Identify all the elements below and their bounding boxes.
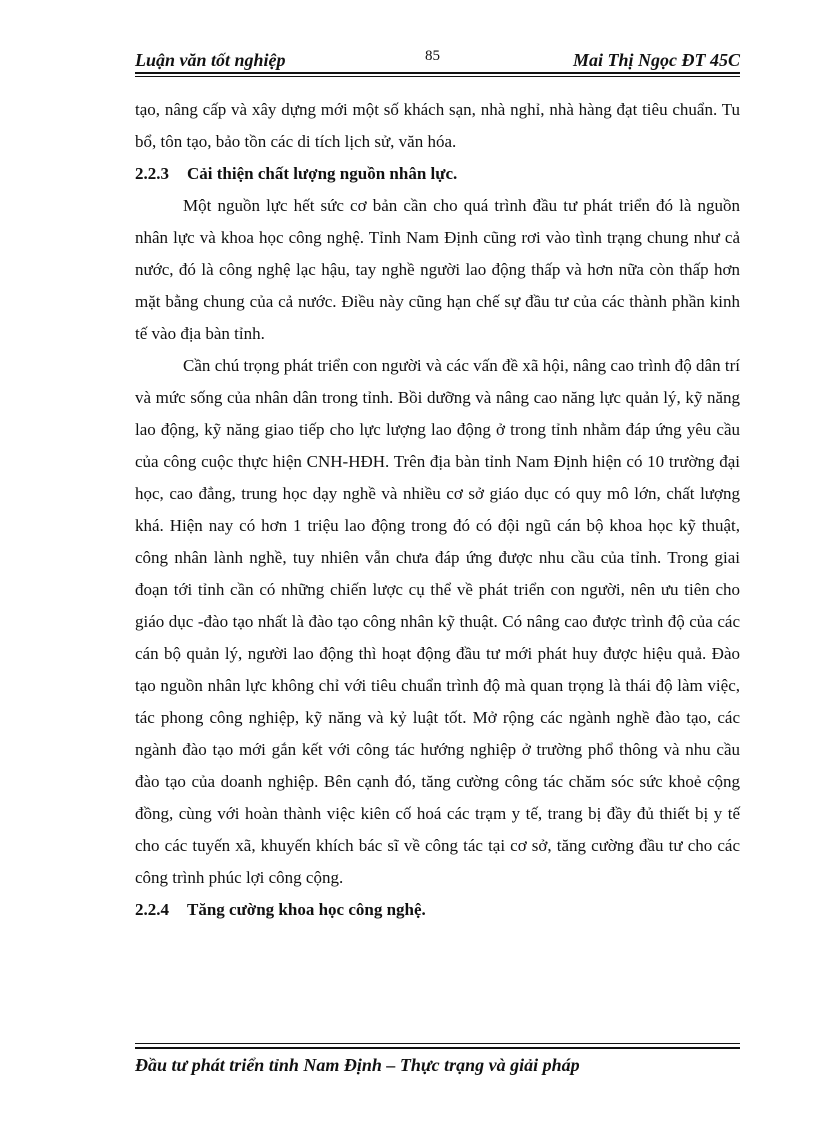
section-number: 2.2.4 bbox=[135, 900, 169, 919]
section-number: 2.2.3 bbox=[135, 164, 169, 183]
footer-rule-thick bbox=[135, 1047, 740, 1049]
section-title: Tăng cường khoa học công nghệ. bbox=[187, 900, 426, 919]
page-footer: Đầu tư phát triển tỉnh Nam Định – Thực trạng và giải pháp bbox=[135, 1055, 580, 1075]
paragraph-1: Một nguồn lực hết sức cơ bản cần cho quá trình đầu tư phát triển đó là nguồn nhân lực và khoa học công nghệ. Tỉnh Nam Định cũng rơi vào tình trạng chung như cả nước, đó là công nghệ lạc hậu, tay nghề người lao động thấp và hơn nữa còn thấp hơn mặt bằng chung của cả nước. Điều này cũng hạn chế sự đầu tư của các thành phần kinh tế vào địa bàn tỉnh. bbox=[135, 196, 740, 343]
header-author: Mai Thị Ngọc ĐT 45C bbox=[572, 50, 740, 70]
page-body bbox=[135, 94, 740, 926]
section-heading-2-2-4 bbox=[135, 894, 740, 926]
page-number: 85 bbox=[425, 48, 440, 64]
section-heading-2-2-3 bbox=[135, 158, 740, 190]
header-rule-thick bbox=[135, 72, 740, 74]
paragraph-continued: tạo, nâng cấp và xây dựng mới một số khách sạn, nhà nghỉ, nhà hàng đạt tiêu chuẩn. Tu bổ, tôn tạo, bảo tồn các di tích lịch sử, văn hóa. bbox=[135, 100, 740, 151]
header-rule-thin bbox=[135, 76, 740, 77]
page-header bbox=[135, 46, 740, 74]
header-thesis-label: Luận văn tốt nghiệp bbox=[135, 50, 286, 70]
paragraph-2: Cần chú trọng phát triển con người và các vấn đề xã hội, nâng cao trình độ dân trí và mức sống của nhân dân trong tỉnh. Bồi dưỡng và nâng cao năng lực quản lý, kỹ năng lao động, kỹ năng giao tiếp cho lực lượng lao động ở trong tỉnh nhằm đáp ứng yêu cầu của công cuộc thực hiện CNH-HĐH. Trên địa bàn tỉnh Nam Định hiện có 10 trường đại học, cao đẳng, trung học dạy nghề và nhiều cơ sở giáo dục có quy mô lớn, chất lượng khá. Hiện nay có hơn 1 triệu lao động trong đó có đội ngũ cán bộ khoa học kỹ thuật, công nhân lành nghề, tuy nhiên vẫn chưa đáp ứng được nhu cầu của tỉnh. Trong giai đoạn tới tỉnh cần có những chiến lược cụ thể về phát triển con người, nên ưu tiên cho giáo dục -đào tạo nhất là đào tạo công nhân kỹ thuật. Có nâng cao được trình độ của các cán bộ quản lý, người lao động thì hoạt động đầu tư mới phát huy được hiệu quả. Đào tạo nguồn nhân lực không chỉ với tiêu chuẩn trình độ mà quan trọng là thái độ làm việc, tác phong công nghiệp, kỹ năng và kỷ luật tốt. Mở rộng các ngành nghề đào tạo, các ngành đào tạo mới gắn kết với công tác hướng nghiệp ở trường phổ thông và nhu cầu đào tạo của doanh nghiệp. Bên cạnh đó, tăng cường công tác chăm sóc sức khoẻ cộng đồng, cùng với hoàn thành việc kiên cố hoá các trạm y tế, trang bị đầy đủ thiết bị y tế cho các tuyến xã, khuyến khích bác sĩ về công tác tại cơ sở, tăng cường đầu tư cho các công trình phúc lợi công cộng. bbox=[135, 356, 740, 887]
footer-rule-thin bbox=[135, 1043, 740, 1044]
section-title: Cải thiện chất lượng nguồn nhân lực. bbox=[187, 164, 458, 183]
